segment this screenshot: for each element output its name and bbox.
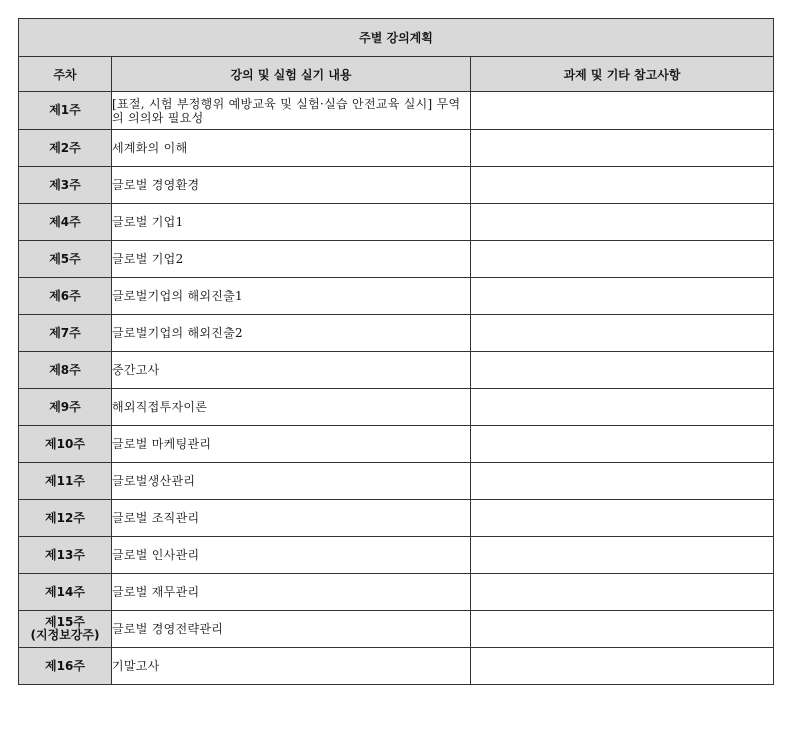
- table-row: [19, 204, 774, 241]
- notes-cell: [471, 574, 774, 611]
- week-cell: 제7주: [19, 315, 112, 352]
- week-cell: 제5주: [19, 241, 112, 278]
- week-cell: 제13주: [19, 537, 112, 574]
- notes-cell: [471, 241, 774, 278]
- notes-cell: [471, 648, 774, 685]
- week-cell: 제1주: [19, 92, 112, 130]
- notes-cell: [471, 130, 774, 167]
- notes-cell: [471, 278, 774, 315]
- notes-cell: [471, 500, 774, 537]
- table-row: [19, 574, 774, 611]
- content-cell: 글로벌 마케팅관리: [112, 426, 471, 463]
- notes-cell: [471, 167, 774, 204]
- week-cell: 제11주: [19, 463, 112, 500]
- content-cell: 글로벌 경영전략관리: [112, 611, 471, 648]
- table-title: 주별 강의계획: [19, 19, 774, 57]
- table-row: [19, 278, 774, 315]
- table-row: [19, 130, 774, 167]
- table-title-row: [19, 19, 774, 57]
- header-notes: 과제 및 기타 참고사항: [471, 57, 774, 92]
- header-content: 강의 및 실험 실기 내용: [112, 57, 471, 92]
- content-cell: 글로벌생산관리: [112, 463, 471, 500]
- content-cell: 해외직접투자이론: [112, 389, 471, 426]
- table-row: [19, 92, 774, 130]
- content-cell: 글로벌 인사관리: [112, 537, 471, 574]
- content-cell: 글로벌기업의 해외진출2: [112, 315, 471, 352]
- week-cell: 제8주: [19, 352, 112, 389]
- table-row: [19, 537, 774, 574]
- week-cell: 제4주: [19, 204, 112, 241]
- week-cell: 제15주 (지정보강주): [19, 611, 112, 648]
- week-cell: 제16주: [19, 648, 112, 685]
- content-cell: [표절, 시험 부정행위 예방교육 및 실험·실습 안전교육 실시] 무역의 의의와 필요성: [112, 92, 471, 130]
- table-row: [19, 241, 774, 278]
- week-cell: 제12주: [19, 500, 112, 537]
- notes-cell: [471, 92, 774, 130]
- table-header-row: [19, 57, 774, 92]
- week-cell: 제3주: [19, 167, 112, 204]
- content-cell: 기말고사: [112, 648, 471, 685]
- table-row: [19, 315, 774, 352]
- notes-cell: [471, 463, 774, 500]
- notes-cell: [471, 389, 774, 426]
- notes-cell: [471, 315, 774, 352]
- week-cell: 제14주: [19, 574, 112, 611]
- week-cell: 제6주: [19, 278, 112, 315]
- table-row: [19, 648, 774, 685]
- notes-cell: [471, 426, 774, 463]
- table-row: [19, 611, 774, 648]
- table-row: [19, 500, 774, 537]
- content-cell: 글로벌 재무관리: [112, 574, 471, 611]
- content-cell: 글로벌 경영환경: [112, 167, 471, 204]
- content-cell: 글로벌 기업2: [112, 241, 471, 278]
- week-cell: 제2주: [19, 130, 112, 167]
- table-row: [19, 352, 774, 389]
- content-cell: 세계화의 이해: [112, 130, 471, 167]
- notes-cell: [471, 204, 774, 241]
- content-cell: 중간고사: [112, 352, 471, 389]
- notes-cell: [471, 537, 774, 574]
- table-row: [19, 389, 774, 426]
- content-cell: 글로벌 기업1: [112, 204, 471, 241]
- week-cell: 제9주: [19, 389, 112, 426]
- content-cell: 글로벌기업의 해외진출1: [112, 278, 471, 315]
- content-cell: 글로벌 조직관리: [112, 500, 471, 537]
- week-cell: 제10주: [19, 426, 112, 463]
- header-week: 주차: [19, 57, 112, 92]
- table-row: [19, 463, 774, 500]
- notes-cell: [471, 611, 774, 648]
- table-row: [19, 426, 774, 463]
- weekly-schedule-table: [18, 18, 774, 685]
- notes-cell: [471, 352, 774, 389]
- table-row: [19, 167, 774, 204]
